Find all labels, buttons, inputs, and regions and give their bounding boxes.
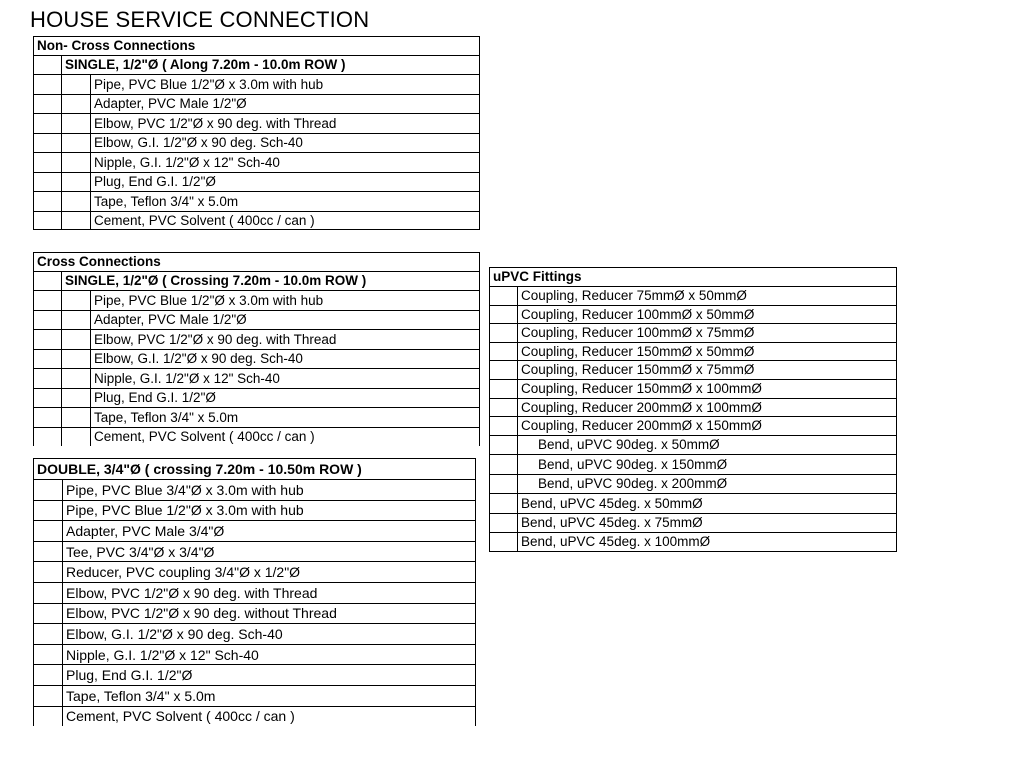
upvc-coupling: Coupling, Reducer 150mmØ x 100mmØ	[517, 379, 897, 398]
double-item: Elbow, G.I. 1/2"Ø x 90 deg. Sch-40	[62, 623, 476, 644]
cross-table	[33, 252, 480, 446]
cross-item: Elbow, PVC 1/2"Ø x 90 deg. with Thread	[90, 329, 480, 349]
non-cross-heading: Non- Cross Connections	[33, 36, 480, 55]
cross-item: Nipple, G.I. 1/2"Ø x 12" Sch-40	[90, 368, 480, 388]
upvc-coupling: Coupling, Reducer 200mmØ x 100mmØ	[517, 398, 897, 417]
upvc-coupling-row	[489, 398, 897, 417]
double-item-row	[33, 603, 476, 624]
upvc-bend45-row	[489, 532, 897, 552]
double-table	[33, 458, 476, 726]
double-item-row	[33, 541, 476, 562]
cross-item-row	[33, 329, 480, 349]
double-item: Tee, PVC 3/4"Ø x 3/4"Ø	[62, 541, 476, 562]
cross-item-row	[33, 368, 480, 388]
upvc-bend45-row	[489, 513, 897, 533]
upvc-coupling-row	[489, 323, 897, 342]
upvc-bend-90: Bend, uPVC 90deg. x 50mmØ	[517, 435, 897, 455]
non-cross-item-row	[33, 113, 480, 133]
double-item-row	[33, 561, 476, 582]
upvc-coupling: Coupling, Reducer 100mmØ x 75mmØ	[517, 323, 897, 342]
double-item: Nipple, G.I. 1/2"Ø x 12" Sch-40	[62, 644, 476, 665]
cross-item: Pipe, PVC Blue 1/2"Ø x 3.0m with hub	[90, 290, 480, 310]
non-cross-item-row	[33, 211, 480, 231]
double-item-row	[33, 520, 476, 541]
cross-item-row	[33, 349, 480, 369]
upvc-bend-45: Bend, uPVC 45deg. x 100mmØ	[517, 532, 897, 552]
double-item: Cement, PVC Solvent ( 400cc / can )	[62, 706, 476, 727]
double-item: Elbow, PVC 1/2"Ø x 90 deg. with Thread	[62, 582, 476, 603]
cross-item: Cement, PVC Solvent ( 400cc / can )	[90, 427, 480, 447]
non-cross-item: Cement, PVC Solvent ( 400cc / can )	[90, 211, 480, 231]
upvc-coupling: Coupling, Reducer 200mmØ x 150mmØ	[517, 416, 897, 435]
non-cross-item-row	[33, 191, 480, 211]
double-item-row	[33, 623, 476, 644]
upvc-coupling-row	[489, 286, 897, 305]
upvc-table	[489, 267, 897, 552]
cross-single-label: SINGLE, 1/2"Ø ( Crossing 7.20m - 10.0m ROW )	[61, 271, 480, 290]
upvc-coupling-row	[489, 416, 897, 435]
upvc-coupling: Coupling, Reducer 75mmØ x 50mmØ	[517, 286, 897, 305]
cross-heading: Cross Connections	[33, 252, 480, 271]
upvc-bend-90: Bend, uPVC 90deg. x 200mmØ	[517, 474, 897, 494]
non-cross-item-row	[33, 74, 480, 94]
upvc-coupling: Coupling, Reducer 150mmØ x 50mmØ	[517, 342, 897, 361]
double-item-row	[33, 685, 476, 706]
double-item-row	[33, 500, 476, 521]
cross-item: Adapter, PVC Male 1/2"Ø	[90, 310, 480, 330]
double-item: Tape, Teflon 3/4" x 5.0m	[62, 685, 476, 706]
cross-item: Plug, End G.I. 1/2"Ø	[90, 388, 480, 408]
non-cross-item-row	[33, 152, 480, 172]
cross-item-row	[33, 407, 480, 427]
cross-item-row	[33, 310, 480, 330]
non-cross-item-row	[33, 133, 480, 153]
cross-item-row	[33, 427, 480, 447]
non-cross-item: Nipple, G.I. 1/2"Ø x 12" Sch-40	[90, 152, 480, 172]
non-cross-item: Elbow, PVC 1/2"Ø x 90 deg. with Thread	[90, 113, 480, 133]
upvc-coupling: Coupling, Reducer 150mmØ x 75mmØ	[517, 360, 897, 379]
double-item: Adapter, PVC Male 3/4"Ø	[62, 520, 476, 541]
upvc-bend-90: Bend, uPVC 90deg. x 150mmØ	[517, 454, 897, 474]
cross-item: Tape, Teflon 3/4" x 5.0m	[90, 407, 480, 427]
double-heading: DOUBLE, 3/4"Ø ( crossing 7.20m - 10.50m ROW )	[33, 458, 476, 479]
cross-item-row	[33, 290, 480, 310]
double-item: Plug, End G.I. 1/2"Ø	[62, 664, 476, 685]
double-item-row	[33, 644, 476, 665]
upvc-bend90-row	[489, 454, 897, 474]
double-item: Pipe, PVC Blue 1/2"Ø x 3.0m with hub	[62, 500, 476, 521]
non-cross-item: Tape, Teflon 3/4" x 5.0m	[90, 191, 480, 211]
upvc-coupling-row	[489, 379, 897, 398]
double-item-row	[33, 582, 476, 603]
cross-item: Elbow, G.I. 1/2"Ø x 90 deg. Sch-40	[90, 349, 480, 369]
upvc-coupling-row	[489, 305, 897, 324]
non-cross-single-label: SINGLE, 1/2"Ø ( Along 7.20m - 10.0m ROW )	[61, 55, 480, 74]
page-title: HOUSE SERVICE CONNECTION	[30, 7, 370, 32]
double-item: Reducer, PVC coupling 3/4"Ø x 1/2"Ø	[62, 561, 476, 582]
upvc-bend-45: Bend, uPVC 45deg. x 50mmØ	[517, 493, 897, 513]
upvc-bend90-row	[489, 435, 897, 455]
upvc-coupling-row	[489, 342, 897, 361]
double-item: Elbow, PVC 1/2"Ø x 90 deg. without Thread	[62, 603, 476, 624]
non-cross-item: Adapter, PVC Male 1/2"Ø	[90, 94, 480, 114]
upvc-bend45-row	[489, 493, 897, 513]
upvc-heading: uPVC Fittings	[489, 267, 897, 286]
double-item-row	[33, 664, 476, 685]
non-cross-item: Pipe, PVC Blue 1/2"Ø x 3.0m with hub	[90, 74, 480, 94]
upvc-coupling: Coupling, Reducer 100mmØ x 50mmØ	[517, 305, 897, 324]
non-cross-item-row	[33, 172, 480, 192]
double-item-row	[33, 706, 476, 727]
non-cross-item: Plug, End G.I. 1/2"Ø	[90, 172, 480, 192]
double-item: Pipe, PVC Blue 3/4"Ø x 3.0m with hub	[62, 479, 476, 500]
upvc-bend-45: Bend, uPVC 45deg. x 75mmØ	[517, 513, 897, 533]
upvc-coupling-row	[489, 360, 897, 379]
cross-item-row	[33, 388, 480, 408]
upvc-bend90-row	[489, 474, 897, 494]
non-cross-table	[33, 36, 480, 230]
non-cross-item-row	[33, 94, 480, 114]
non-cross-item: Elbow, G.I. 1/2"Ø x 90 deg. Sch-40	[90, 133, 480, 153]
double-item-row	[33, 479, 476, 500]
